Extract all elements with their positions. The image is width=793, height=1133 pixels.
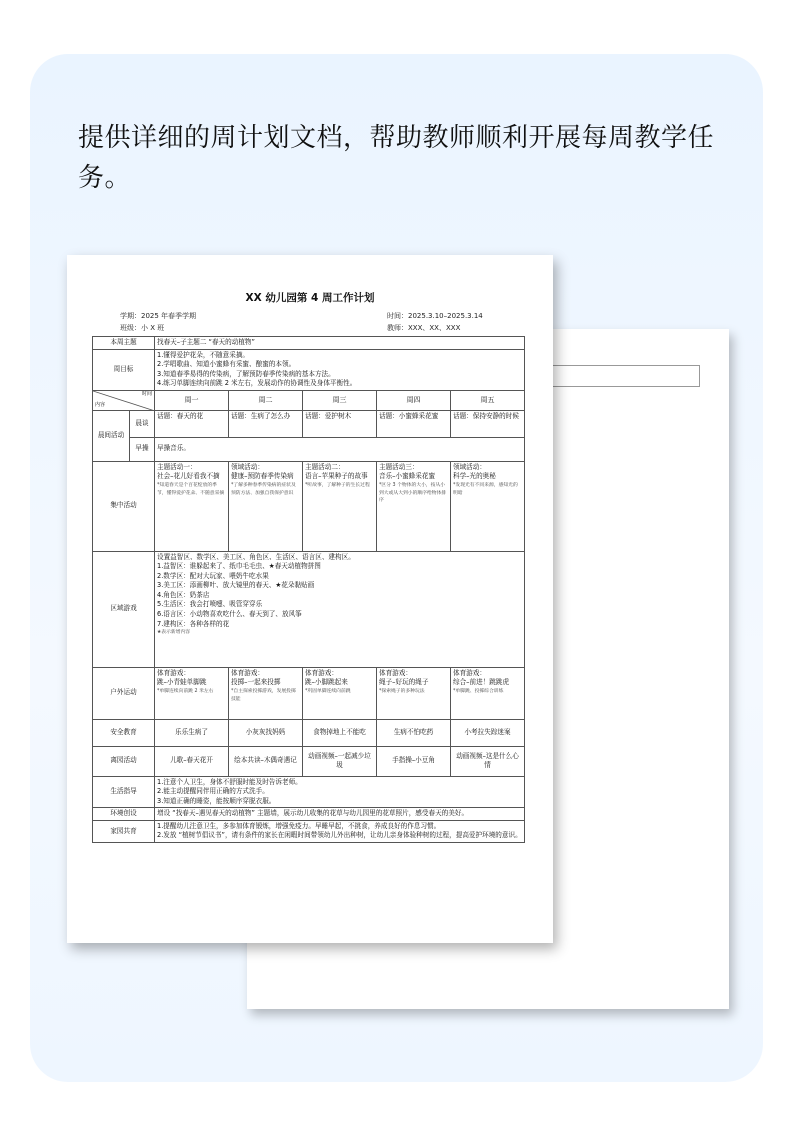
- area-item: 设置益智区、数学区、美工区、角色区、生活区、语言区、建构区。: [157, 552, 355, 561]
- corner-content-label: 内容: [95, 402, 106, 409]
- day-header: 周一: [155, 390, 229, 410]
- focus-row: [93, 461, 525, 551]
- safety-row: [93, 719, 525, 746]
- morning-label: 晨间活动: [93, 410, 130, 461]
- activity-name: 科学–光的奥秘: [453, 472, 496, 481]
- leave-cell: 动画视频–这是什么心情: [451, 746, 525, 776]
- goal-item: 1.懂得爱护花朵，不随意采摘。: [157, 350, 250, 359]
- leave-label: 离园活动: [93, 746, 155, 776]
- outdoor-row: [93, 667, 525, 719]
- focus-label: 集中活动: [93, 461, 155, 551]
- activity-note: *自主探索投掷游戏，发展投掷技能: [231, 688, 296, 702]
- goals-row: [93, 349, 525, 390]
- life-item: 2.能主动提醒同伴用正确的方式洗手。: [157, 787, 269, 796]
- focus-cell: [377, 461, 451, 551]
- corner-cell: [93, 390, 155, 410]
- activity-name: 跳–小脚跳起来: [305, 678, 348, 687]
- weekly-plan-table: [92, 336, 525, 843]
- activity-name: 音乐–小蜜蜂采花蜜: [379, 472, 436, 481]
- area-label: 区域游戏: [93, 551, 155, 667]
- area-cell: [155, 551, 525, 667]
- activity-note: *单脚连续向前跳 2 米左右: [157, 688, 214, 694]
- leave-cell: 绘本共读–木偶奇遇记: [229, 746, 303, 776]
- leave-cell: 手指操–小豆角: [377, 746, 451, 776]
- theme-label: 本周主题: [93, 337, 155, 350]
- goal-item: 4.练习单脚连续向前跳 2 米左右，发展动作的协调性及身体平衡性。: [157, 379, 357, 388]
- talk-cell: 话题：生病了怎么办: [229, 410, 303, 437]
- safety-cell: 生病不怕吃药: [377, 719, 451, 746]
- activity-type: 体育游戏：: [379, 668, 412, 677]
- theme-row: [93, 337, 525, 350]
- talk-cell: 话题：春天的花: [155, 410, 229, 437]
- life-row: [93, 776, 525, 808]
- theme-value: 找春天–子主题二 “春天的动植物”: [155, 337, 525, 350]
- focus-cell: [451, 461, 525, 551]
- env-label: 环境创设: [93, 808, 155, 821]
- goals-cell: [155, 349, 525, 390]
- activity-type: 主题活动三：: [379, 462, 419, 471]
- focus-cell: [155, 461, 229, 551]
- life-item: 3.知道正确的睡姿，能按顺序穿脱衣服。: [157, 796, 276, 805]
- env-cell: 增设 “找春天–遇见春天的动植物” 主题墙，展示幼儿收集的花草与幼儿园里的花草照片，感受春天的美好。: [155, 808, 525, 821]
- safety-cell: 乐乐生病了: [155, 719, 229, 746]
- activity-note: *巩固单脚连续向前跳: [305, 688, 351, 694]
- activity-note: *单脚跳、投掷综合训练: [453, 688, 504, 694]
- activity-name: 跳–小青蛙单脚跳: [157, 678, 207, 687]
- morning-talk-row: [93, 410, 525, 437]
- home-cell: [155, 820, 525, 842]
- activity-type: 体育游戏：: [157, 668, 190, 677]
- goal-item: 3.知道春季易得的传染病，了解预防春季传染病的基本方法。: [157, 369, 335, 378]
- goal-item: 2.学唱歌曲、知道小蜜蜂有采蜜、酿蜜的本领。: [157, 360, 296, 369]
- leave-cell: 动画视频–一起减少垃圾: [303, 746, 377, 776]
- activity-name: 健康–预防春季传染病: [231, 472, 294, 481]
- day-header: 周五: [451, 390, 525, 410]
- day-header: 周四: [377, 390, 451, 410]
- safety-label: 安全教育: [93, 719, 155, 746]
- activity-name: 社会–花儿好看我不摘: [157, 472, 220, 481]
- time-info: 时间：2025.3.10–2025.3.14: [387, 312, 483, 320]
- area-note: ★表示新增内容: [157, 630, 191, 636]
- outdoor-cell: [451, 667, 525, 719]
- corner-time-label: 时间: [141, 390, 152, 397]
- headline: 提供详细的周计划文档，帮助教师顺利开展每周教学任务。: [78, 123, 715, 193]
- area-item: 2.数学区：配对大玩家、喂奶牛吃水果: [157, 571, 269, 580]
- semester-info: 学期：2025 年春季学期: [120, 312, 197, 320]
- teacher-info: 教师：XXX、XX、XXX: [387, 324, 461, 332]
- area-item: 7.建构区：各种各样的花: [157, 619, 230, 628]
- activity-type: 体育游戏：: [453, 668, 486, 677]
- life-item: 1.注意个人卫生，身体不舒服时能及时告诉老师。: [157, 777, 302, 786]
- exercise-label: 早操: [130, 437, 155, 461]
- safety-cell: 小灰灰找妈妈: [229, 719, 303, 746]
- home-item: 1.提醒幼儿注意卫生，多参加体育锻炼，增强免疫力。早睡早起，不挑食，养成良好的作息习惯。: [157, 821, 441, 830]
- outdoor-cell: [155, 667, 229, 719]
- activity-note: *了解多种春季传染病的症状及预防方法、加强自我保护意识: [231, 482, 296, 496]
- life-cell: [155, 776, 525, 808]
- outdoor-cell: [377, 667, 451, 719]
- focus-cell: [229, 461, 303, 551]
- activity-name: 绳子–好玩的绳子: [379, 678, 429, 687]
- area-item: 1.益智区：谁躲起来了、纸巾毛毛虫、★春天动植物拼图: [157, 562, 321, 571]
- area-item: 4.角色区：奶茶店: [157, 590, 210, 599]
- goals-label: 周目标: [93, 349, 155, 390]
- area-item: 3.美工区：添画柳叶、放大镜里的春天、★花朵黏贴画: [157, 581, 315, 590]
- activity-type: 主题活动一：: [157, 462, 197, 471]
- leave-row: [93, 746, 525, 776]
- outdoor-label: 户外运动: [93, 667, 155, 719]
- activity-type: 领域活动：: [231, 462, 264, 471]
- leave-cell: 儿歌–春天花开: [155, 746, 229, 776]
- activity-note: *区分 3 个物体的大小，按从小到大或从大到小的顺序给物体排序: [379, 482, 447, 504]
- talk-cell: 话题：爱护树木: [303, 410, 377, 437]
- activity-note: *发现光有不同来源，感知光的明暗: [453, 482, 518, 496]
- area-item: 6.语言区：小动物喜欢吃什么、春天到了、放风筝: [157, 610, 302, 619]
- talk-label: 晨谈: [130, 410, 155, 437]
- activity-note: *听故事，了解种子的生长过程: [305, 482, 370, 488]
- env-row: [93, 808, 525, 821]
- home-label: 家园共育: [93, 820, 155, 842]
- home-item: 2.发放 “植树节倡议书”，请有条件的家长在闲暇时间带领幼儿外出种树，让幼儿亲身体验种树的过程，提高爱护环境的意识。: [157, 831, 522, 840]
- activity-name: 综合–前进！跳跳虎: [453, 678, 510, 687]
- area-row: [93, 551, 525, 667]
- day-header-row: [93, 390, 525, 410]
- outdoor-cell: [229, 667, 303, 719]
- talk-cell: 话题：小蜜蜂采花蜜: [377, 410, 451, 437]
- activity-type: 体育游戏：: [305, 668, 338, 677]
- safety-cell: 小考拉失踪迷案: [451, 719, 525, 746]
- document-title: XX 幼儿园第 4 周工作计划: [245, 292, 375, 304]
- exercise-row: [93, 437, 525, 461]
- home-row: [93, 820, 525, 842]
- focus-cell: [303, 461, 377, 551]
- activity-note: *知道春天是个百花绽放的季节，懂得爱护花朵、不随意采摘: [157, 482, 225, 496]
- day-header: 周二: [229, 390, 303, 410]
- talk-cell: 话题：保持安静的时候: [451, 410, 525, 437]
- area-item: 5.生活区：我会打喷嚏、吸管穿穿乐: [157, 600, 263, 609]
- activity-type: 领域活动：: [453, 462, 486, 471]
- activity-name: 投掷–一起来投掷: [231, 678, 281, 687]
- activity-type: 主题活动二：: [305, 462, 345, 471]
- front-document-page: [67, 255, 553, 943]
- day-header: 周三: [303, 390, 377, 410]
- class-info: 班级：小 X 班: [120, 324, 165, 332]
- life-label: 生活指导: [93, 776, 155, 808]
- outdoor-cell: [303, 667, 377, 719]
- activity-type: 体育游戏：: [231, 668, 264, 677]
- exercise-cell: 早操音乐。: [155, 437, 525, 461]
- activity-name: 语言–苹果种子的故事: [305, 472, 368, 481]
- safety-cell: 食物掉地上不能吃: [303, 719, 377, 746]
- activity-note: *探索绳子的多种玩法: [379, 688, 425, 694]
